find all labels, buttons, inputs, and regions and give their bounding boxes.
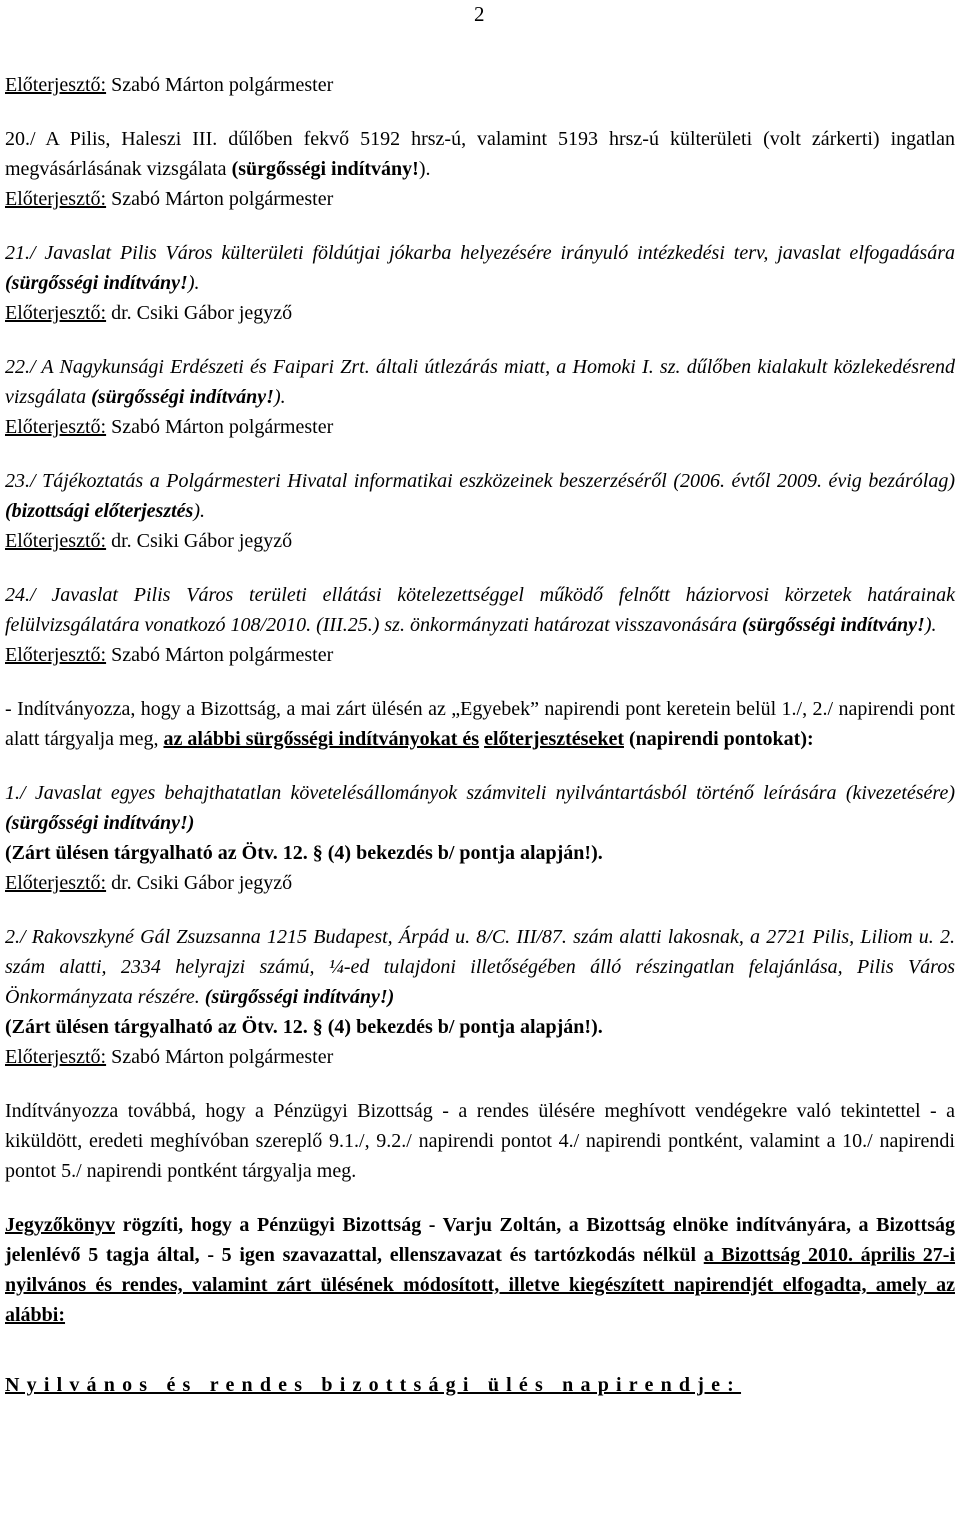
presenter-name: Szabó Márton polgármester [111, 1046, 334, 1068]
presenter-label: Előterjesztő: [5, 188, 107, 210]
motion-emphasis: (napirendi pontokat): [628, 728, 814, 750]
minutes-decision: a Bizottság 2010. április 27-i nyilvános és rendes, valamint zárt ülésének módosított, illetve kiegészített napirendjét elfogadta, amely az alábbi: [5, 1244, 956, 1326]
presenter-label: Előterjesztő: [5, 530, 107, 552]
urgency-note: (sürgősségi indítvány! [231, 158, 419, 180]
motion-emphasis: az alábbi sürgősségi indítványokat és [163, 728, 480, 750]
item-end: ). [924, 614, 937, 636]
urgency-note: (sürgősségi indítvány! [742, 614, 925, 636]
agenda-item-24 [5, 580, 955, 670]
urgency-note: (sürgősségi indítvány! [91, 386, 274, 408]
section-heading-wrap [5, 1370, 955, 1400]
presenter-name: Szabó Márton polgármester [111, 644, 334, 666]
agenda-item-text: 22./ A Nagykunsági Erdészeti és Faipari Zrt. általi útlezárás miatt, a Homoki I. sz. dűlőben kialakult közlekedésrend vizsgálata [5, 356, 955, 408]
finance-motion: Indítványozza továbbá, hogy a Pénzügyi Bizottság - a rendes ülésére meghívott vendégekre való tekintettel - a kiküldött, eredeti meghívóban szereplő 9.1./, 9.2./ napirendi pontot 4./ napirendi pontként, valamint a 10./ napirendi pontot 5./ napirendi pontként tárgyalja meg. [5, 1100, 955, 1182]
section-heading: Nyilvános és rendes bizottsági ülés napirendje: [5, 1374, 742, 1396]
presenter-label: Előterjesztő: [5, 644, 107, 666]
item-end: ). [187, 272, 200, 294]
closed-item-text: 2./ Rakovszkyné Gál Zsuzsanna 1215 Budapest, Árpád u. 8/C. III/87. szám alatti lakosnak, a 2721 Pilis, Liliom u. 2. szám alatti, 2334 helyrajzi számú, ¼-ed tulajdoni illetőségében álló részingatlan felajánlása, Pilis Város Önkormányzata részére. [5, 926, 955, 1008]
presenter-name: Szabó Márton polgármester [111, 74, 334, 96]
item-end: ). [418, 158, 431, 180]
minutes-paragraph [5, 1210, 955, 1330]
agenda-item-23 [5, 466, 955, 556]
urgency-note: (sürgősségi indítvány! [5, 272, 188, 294]
item-end: ). [273, 386, 286, 408]
presenter-label: Előterjesztő: [5, 302, 107, 324]
committee-note: (bizottsági előterjesztés [5, 500, 194, 522]
presenter-line [5, 70, 955, 100]
motion-text: - Indítványozza, hogy a Bizottság, a mai zárt ülésén az „Egyebek” napirendi pont keretein belül 1./, 2./ napirendi pont alatt tárgyalja meg, [5, 698, 955, 750]
presenter-label: Előterjesztő: [5, 74, 107, 96]
motion-emphasis: előterjesztéseket [484, 728, 624, 750]
agenda-item-text: 23./ Tájékoztatás a Polgármesteri Hivatal informatikai eszközeinek beszerzéséről (2006. évtől 2009. évig bezárólag) [5, 470, 955, 492]
presenter-label: Előterjesztő: [5, 416, 107, 438]
item-end: ). [193, 500, 205, 522]
presenter-label: Előterjesztő: [5, 872, 107, 894]
agenda-item-text: 24./ Javaslat Pilis Város területi ellátási kötelezettséggel működő felnőtt háziorvosi körzetek határainak felülvizsgálatára vonatkozó 108/2010. (III.25.) sz. önkormányzati határozat visszavonására [5, 584, 955, 636]
page-number: 2 [474, 2, 485, 26]
presenter-name: Szabó Márton polgármester [111, 188, 334, 210]
agenda-item-20 [5, 124, 955, 214]
minutes-text: rögzíti, hogy a Pénzügyi Bizottság - Varju Zoltán, a Bizottság elnöke indítványára, a Bizottság jelenlévő 5 tagja által, - 5 igen szavazattal, ellenszavazat és tartózkodás nélkül [5, 1214, 956, 1266]
urgency-note: (sürgősségi indítvány!) [204, 986, 395, 1008]
agenda-item-text: 20./ A Pilis, Haleszi III. dűlőben fekvő 5192 hrsz-ú, valamint 5193 hrsz-ú külterületi (volt zárkerti) ingatlan megvásárlásának vizsgálata [5, 128, 955, 180]
presenter-name: dr. Csiki Gábor jegyző [111, 302, 293, 324]
urgency-note: (sürgősségi indítvány!) [5, 812, 195, 834]
closed-item-2 [5, 922, 955, 1072]
agenda-item-22 [5, 352, 955, 442]
closed-session-note: (Zárt ülésen tárgyalható az Ötv. 12. § (4) bekezdés b/ pontja alapján!). [5, 1016, 603, 1038]
agenda-item-text: 21./ Javaslat Pilis Város külterületi földútjai jókarba helyezésére irányuló intézkedési terv, javaslat elfogadására [5, 242, 955, 264]
closed-item-1 [5, 778, 955, 898]
document-body [5, 70, 955, 1424]
presenter-name: dr. Csiki Gábor jegyző [111, 530, 293, 552]
presenter-name: Szabó Márton polgármester [111, 416, 334, 438]
presenter-label: Előterjesztő: [5, 1046, 107, 1068]
closed-session-note: (Zárt ülésen tárgyalható az Ötv. 12. § (4) bekezdés b/ pontja alapján!). [5, 842, 603, 864]
motion-paragraph [5, 694, 955, 754]
minutes-label: Jegyzőkönyv [5, 1214, 115, 1236]
closed-item-text: 1./ Javaslat egyes behajthatatlan követelésállományok számviteli nyilvántartásból történő leírására (kivezetésére) [5, 782, 955, 804]
agenda-item-21 [5, 238, 955, 328]
presenter-name: dr. Csiki Gábor jegyző [111, 872, 293, 894]
